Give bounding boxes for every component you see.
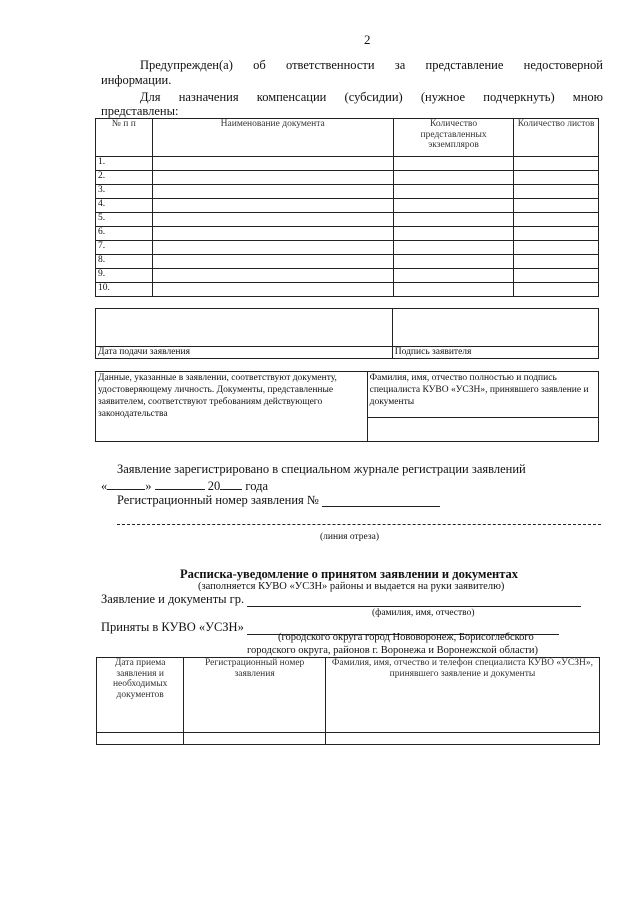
col-reg-number-header: Регистрационный номер заявления [184, 658, 326, 733]
doc-sheets-cell[interactable] [514, 269, 599, 283]
col-copies-header: Количество представленных экземпляров [393, 119, 514, 157]
verification-text: Данные, указанные в заявлении, соответствуют документу, удостоверяющему личность. Документы, представленные заявителем, соответствуют требованиям действующего законодательства [96, 372, 368, 442]
doc-copies-cell[interactable] [393, 241, 514, 255]
doc-sheets-cell[interactable] [514, 199, 599, 213]
doc-sheets-cell[interactable] [514, 255, 599, 269]
specialist-label: Фамилия, имя, отчество полностью и подпись специалиста КУВО «УСЗН», принявшего заявление и документы [367, 372, 598, 418]
specialist-signature-field[interactable] [367, 418, 598, 442]
documents-table-header [96, 119, 599, 157]
table-row [96, 241, 599, 255]
day-field[interactable] [107, 478, 145, 490]
table-row [96, 227, 599, 241]
date-label: Дата подачи заявления [96, 347, 393, 359]
doc-name-cell[interactable] [152, 185, 393, 199]
reg-number-label: Регистрационный номер заявления № [117, 493, 319, 507]
receipt-subtitle: (заполняется КУВО «УСЗН» районы и выдается на руки заявителю) [198, 581, 505, 592]
receipt-date-field[interactable] [97, 733, 184, 745]
year-prefix: 20 [207, 479, 221, 493]
col-specialist-header: Фамилия, имя, отчество и телефон специалиста КУВО «УСЗН», принявшего заявление и документы [325, 658, 599, 733]
col-number-header: № п п [96, 119, 153, 157]
doc-name-cell[interactable] [152, 213, 393, 227]
applicant-field[interactable] [247, 595, 581, 607]
date-open-quote: « [101, 479, 108, 493]
doc-copies-cell[interactable] [393, 185, 514, 199]
doc-copies-cell[interactable] [393, 157, 514, 171]
doc-sheets-cell[interactable] [514, 241, 599, 255]
row-number: 10. [96, 283, 153, 297]
doc-name-cell[interactable] [152, 157, 393, 171]
verification-table [95, 371, 599, 442]
table-row [96, 157, 599, 171]
receipt-title: Расписка-уведомление о принятом заявлении и документах [180, 567, 518, 581]
table-row [96, 199, 599, 213]
registration-line: Заявление зарегистрировано в специальном журнале регистрации заявлений [117, 462, 526, 476]
purpose-line-1: Для назначения компенсации (субсидии) (нужное подчеркнуть) мною [140, 90, 603, 104]
receipt-reg-number-field[interactable] [184, 733, 326, 745]
doc-copies-cell[interactable] [393, 213, 514, 227]
row-number: 2. [96, 171, 153, 185]
applicant-label: Заявление и документы гр. [101, 592, 245, 606]
doc-copies-cell[interactable] [393, 255, 514, 269]
cut-line-label: (линия отреза) [320, 532, 380, 542]
row-number: 6. [96, 227, 153, 241]
doc-copies-cell[interactable] [393, 171, 514, 185]
date-field[interactable] [96, 309, 393, 347]
table-row [96, 185, 599, 199]
row-number: 9. [96, 269, 153, 283]
row-number: 1. [96, 157, 153, 171]
col-date-header: Дата приема заявления и необходимых документов [97, 658, 184, 733]
table-row [96, 269, 599, 283]
reg-number-row [117, 493, 440, 507]
col-sheets-header: Количество листов [514, 119, 599, 157]
doc-name-cell[interactable] [152, 255, 393, 269]
doc-sheets-cell[interactable] [514, 185, 599, 199]
warning-line-2: информации. [101, 73, 172, 87]
table-row [96, 171, 599, 185]
table-row [96, 213, 599, 227]
doc-copies-cell[interactable] [393, 269, 514, 283]
accepted-hint-2: городского округа, районов г. Воронежа и Воронежской области) [247, 645, 539, 656]
doc-name-cell[interactable] [152, 171, 393, 185]
year-field[interactable] [220, 478, 242, 490]
row-number: 4. [96, 199, 153, 213]
doc-sheets-cell[interactable] [514, 213, 599, 227]
registration-date [101, 478, 268, 493]
doc-name-cell[interactable] [152, 269, 393, 283]
warning-line-1: Предупрежден(а) об ответственности за представление недостоверной [140, 58, 603, 72]
doc-copies-cell[interactable] [393, 227, 514, 241]
accepted-hint-1: (городского округа город Нововоронеж, Борисоглебского [278, 632, 534, 643]
col-name-header: Наименование документа [152, 119, 393, 157]
month-field[interactable] [155, 478, 205, 490]
purpose-line-2: представлены: [101, 104, 179, 118]
doc-name-cell[interactable] [152, 227, 393, 241]
doc-name-cell[interactable] [152, 283, 393, 297]
doc-sheets-cell[interactable] [514, 171, 599, 185]
row-number: 8. [96, 255, 153, 269]
reg-number-field[interactable] [322, 495, 440, 507]
page-number: 2 [364, 32, 371, 47]
doc-copies-cell[interactable] [393, 199, 514, 213]
doc-sheets-cell[interactable] [514, 157, 599, 171]
signature-field[interactable] [392, 309, 598, 347]
doc-sheets-cell[interactable] [514, 283, 599, 297]
doc-name-cell[interactable] [152, 199, 393, 213]
doc-name-cell[interactable] [152, 241, 393, 255]
applicant-row [101, 592, 581, 607]
row-number: 7. [96, 241, 153, 255]
signature-label: Подпись заявителя [392, 347, 598, 359]
doc-sheets-cell[interactable] [514, 227, 599, 241]
date-close-quote: » [145, 479, 152, 493]
signature-table [95, 308, 599, 359]
year-suffix: года [245, 479, 268, 493]
applicant-hint: (фамилия, имя, отчество) [372, 608, 475, 618]
cut-line [117, 524, 601, 525]
table-row [96, 283, 599, 297]
row-number: 5. [96, 213, 153, 227]
receipt-table [96, 657, 600, 745]
receipt-specialist-field[interactable] [325, 733, 599, 745]
table-row [96, 255, 599, 269]
row-number: 3. [96, 185, 153, 199]
documents-table [95, 118, 599, 297]
accepted-label: Приняты в КУВО «УСЗН» [101, 620, 244, 634]
doc-copies-cell[interactable] [393, 283, 514, 297]
